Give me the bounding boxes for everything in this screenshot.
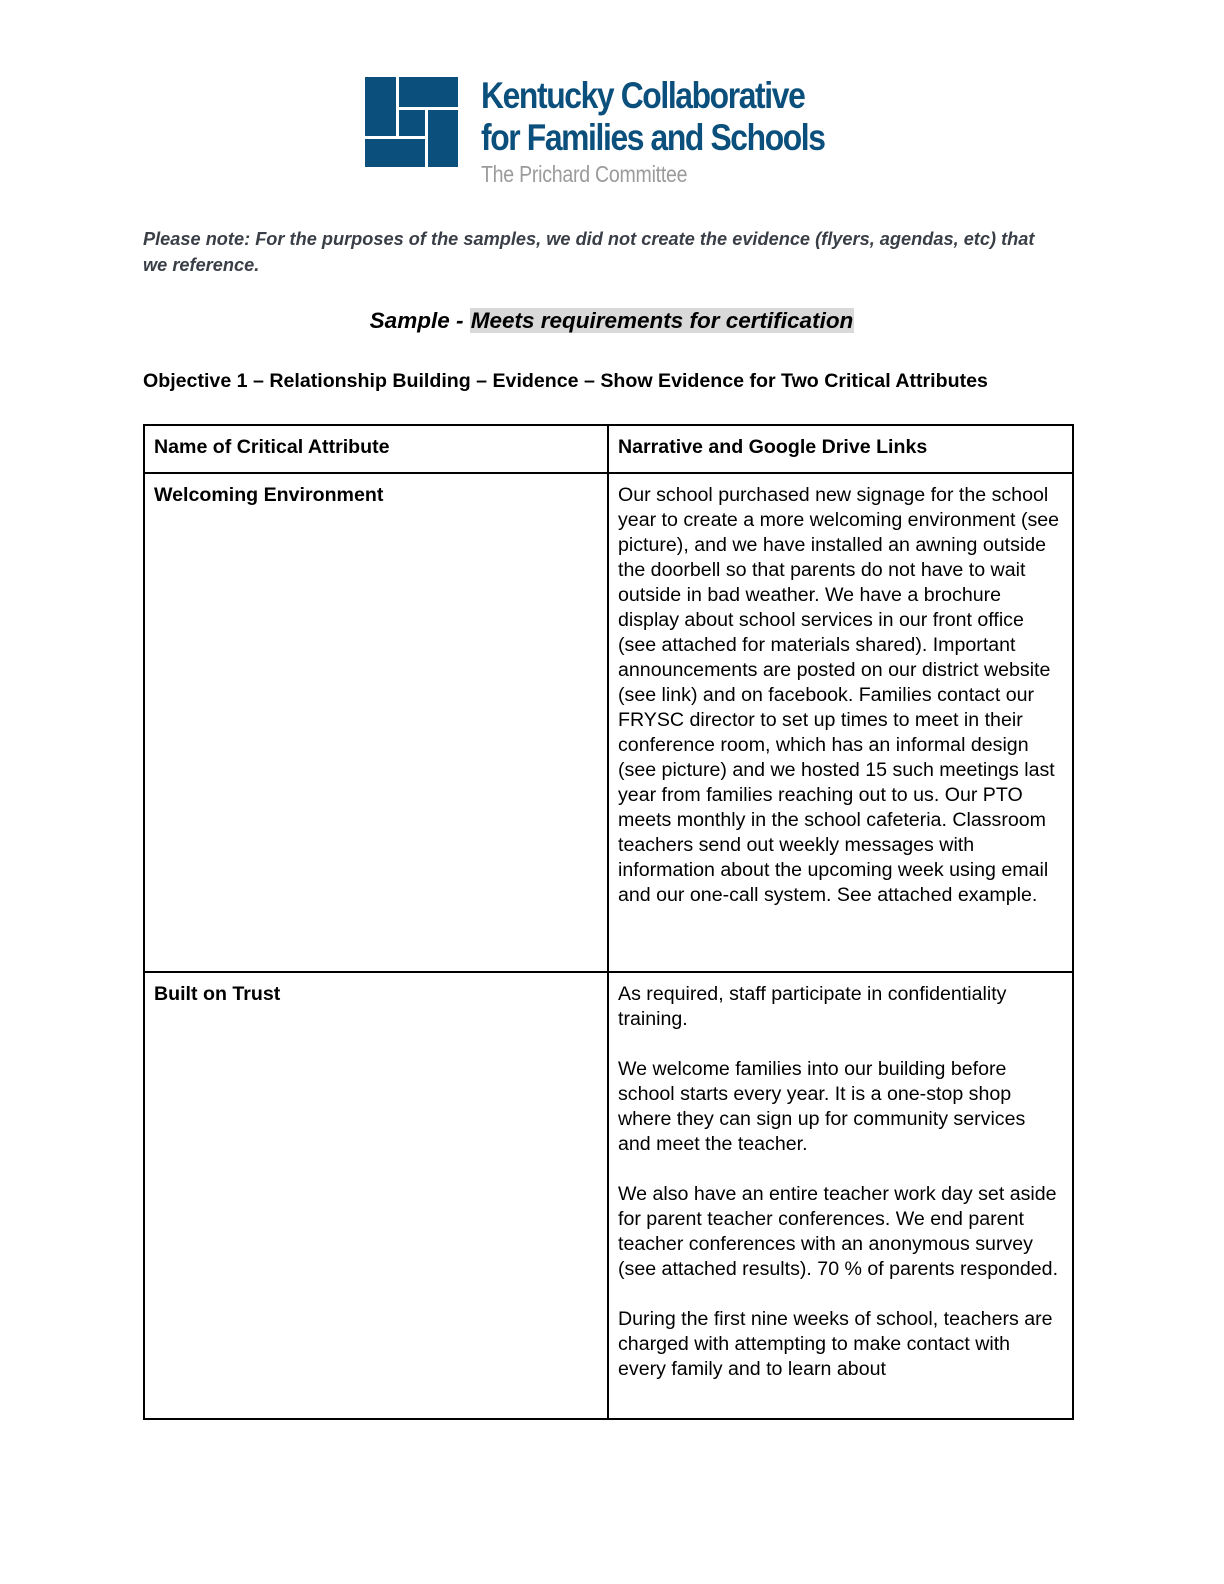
logo-org-name-line-2: for Families and Schools <box>481 117 825 158</box>
column-header-narrative: Narrative and Google Drive Links <box>608 425 1073 473</box>
narrative-paragraph: As required, staff participate in confidentiality training. <box>618 983 1007 1030</box>
narrative-cell <box>608 972 1073 1419</box>
narrative-paragraph: We welcome families into our building before school starts every year. It is a one-stop shop where they can sign up for community services and meet the teacher. <box>618 1058 1026 1155</box>
attribute-name-cell: Built on Trust <box>144 972 608 1419</box>
narrative-paragraph: During the first nine weeks of school, teachers are charged with attempting to make contact with every family and to learn about <box>618 1308 1053 1380</box>
objective-heading: Objective 1 – Relationship Building – Evidence – Show Evidence for Two Critical Attributes <box>143 370 988 392</box>
disclaimer-note: Please note: For the purposes of the samples, we did not create the evidence (flyers, agendas, etc) that we reference. <box>143 229 1035 275</box>
table-row <box>144 473 1073 972</box>
logo-org-name-line-1: Kentucky Collaborative <box>481 75 805 116</box>
logo-block-top <box>399 77 458 107</box>
narrative-cell <box>608 473 1073 972</box>
attribute-name-cell: Welcoming Environment <box>144 473 608 972</box>
narrative-paragraph: Our school purchased new signage for the school year to create a more welcoming environment (see picture), and we have installed an awning outside the doorbell so that parents do not have to wait outside in bad weather. We have a brochure display about school services in our front office (see attached for materials shared). Important announcements are posted on our district website (see link) and on facebook. Families contact our FRYSC director to set up times to meet in their conference room, which has an informal design (see picture) and we hosted 15 such meetings last year from families reaching out to us. Our PTO meets monthly in the school cafeteria. Classroom teachers send out weekly messages with information about the upcoming week using email and our one-call system. See attached example. <box>618 484 1060 906</box>
organization-logo <box>363 75 863 195</box>
logo-subtitle: The Prichard Committee <box>481 161 688 187</box>
logo-block-center <box>399 110 425 136</box>
logo-block-left <box>365 77 396 136</box>
title-prefix: Sample - <box>369 308 470 333</box>
table-header-row <box>144 425 1073 473</box>
evidence-table <box>143 424 1074 1420</box>
narrative-paragraph: We also have an entire teacher work day set aside for parent teacher conferences. We end parent teacher conferences with an anonymous survey (see attached results). 70 % of parents responded. <box>618 1183 1059 1280</box>
logo-block-bottom <box>365 139 425 167</box>
pinwheel-squares-logo-icon <box>363 75 459 171</box>
title-highlighted-status: Meets requirements for certification <box>470 308 854 333</box>
table-row <box>144 972 1073 1419</box>
page-title <box>0 306 1224 336</box>
logo-block-right <box>428 110 458 167</box>
column-header-attribute: Name of Critical Attribute <box>144 425 608 473</box>
